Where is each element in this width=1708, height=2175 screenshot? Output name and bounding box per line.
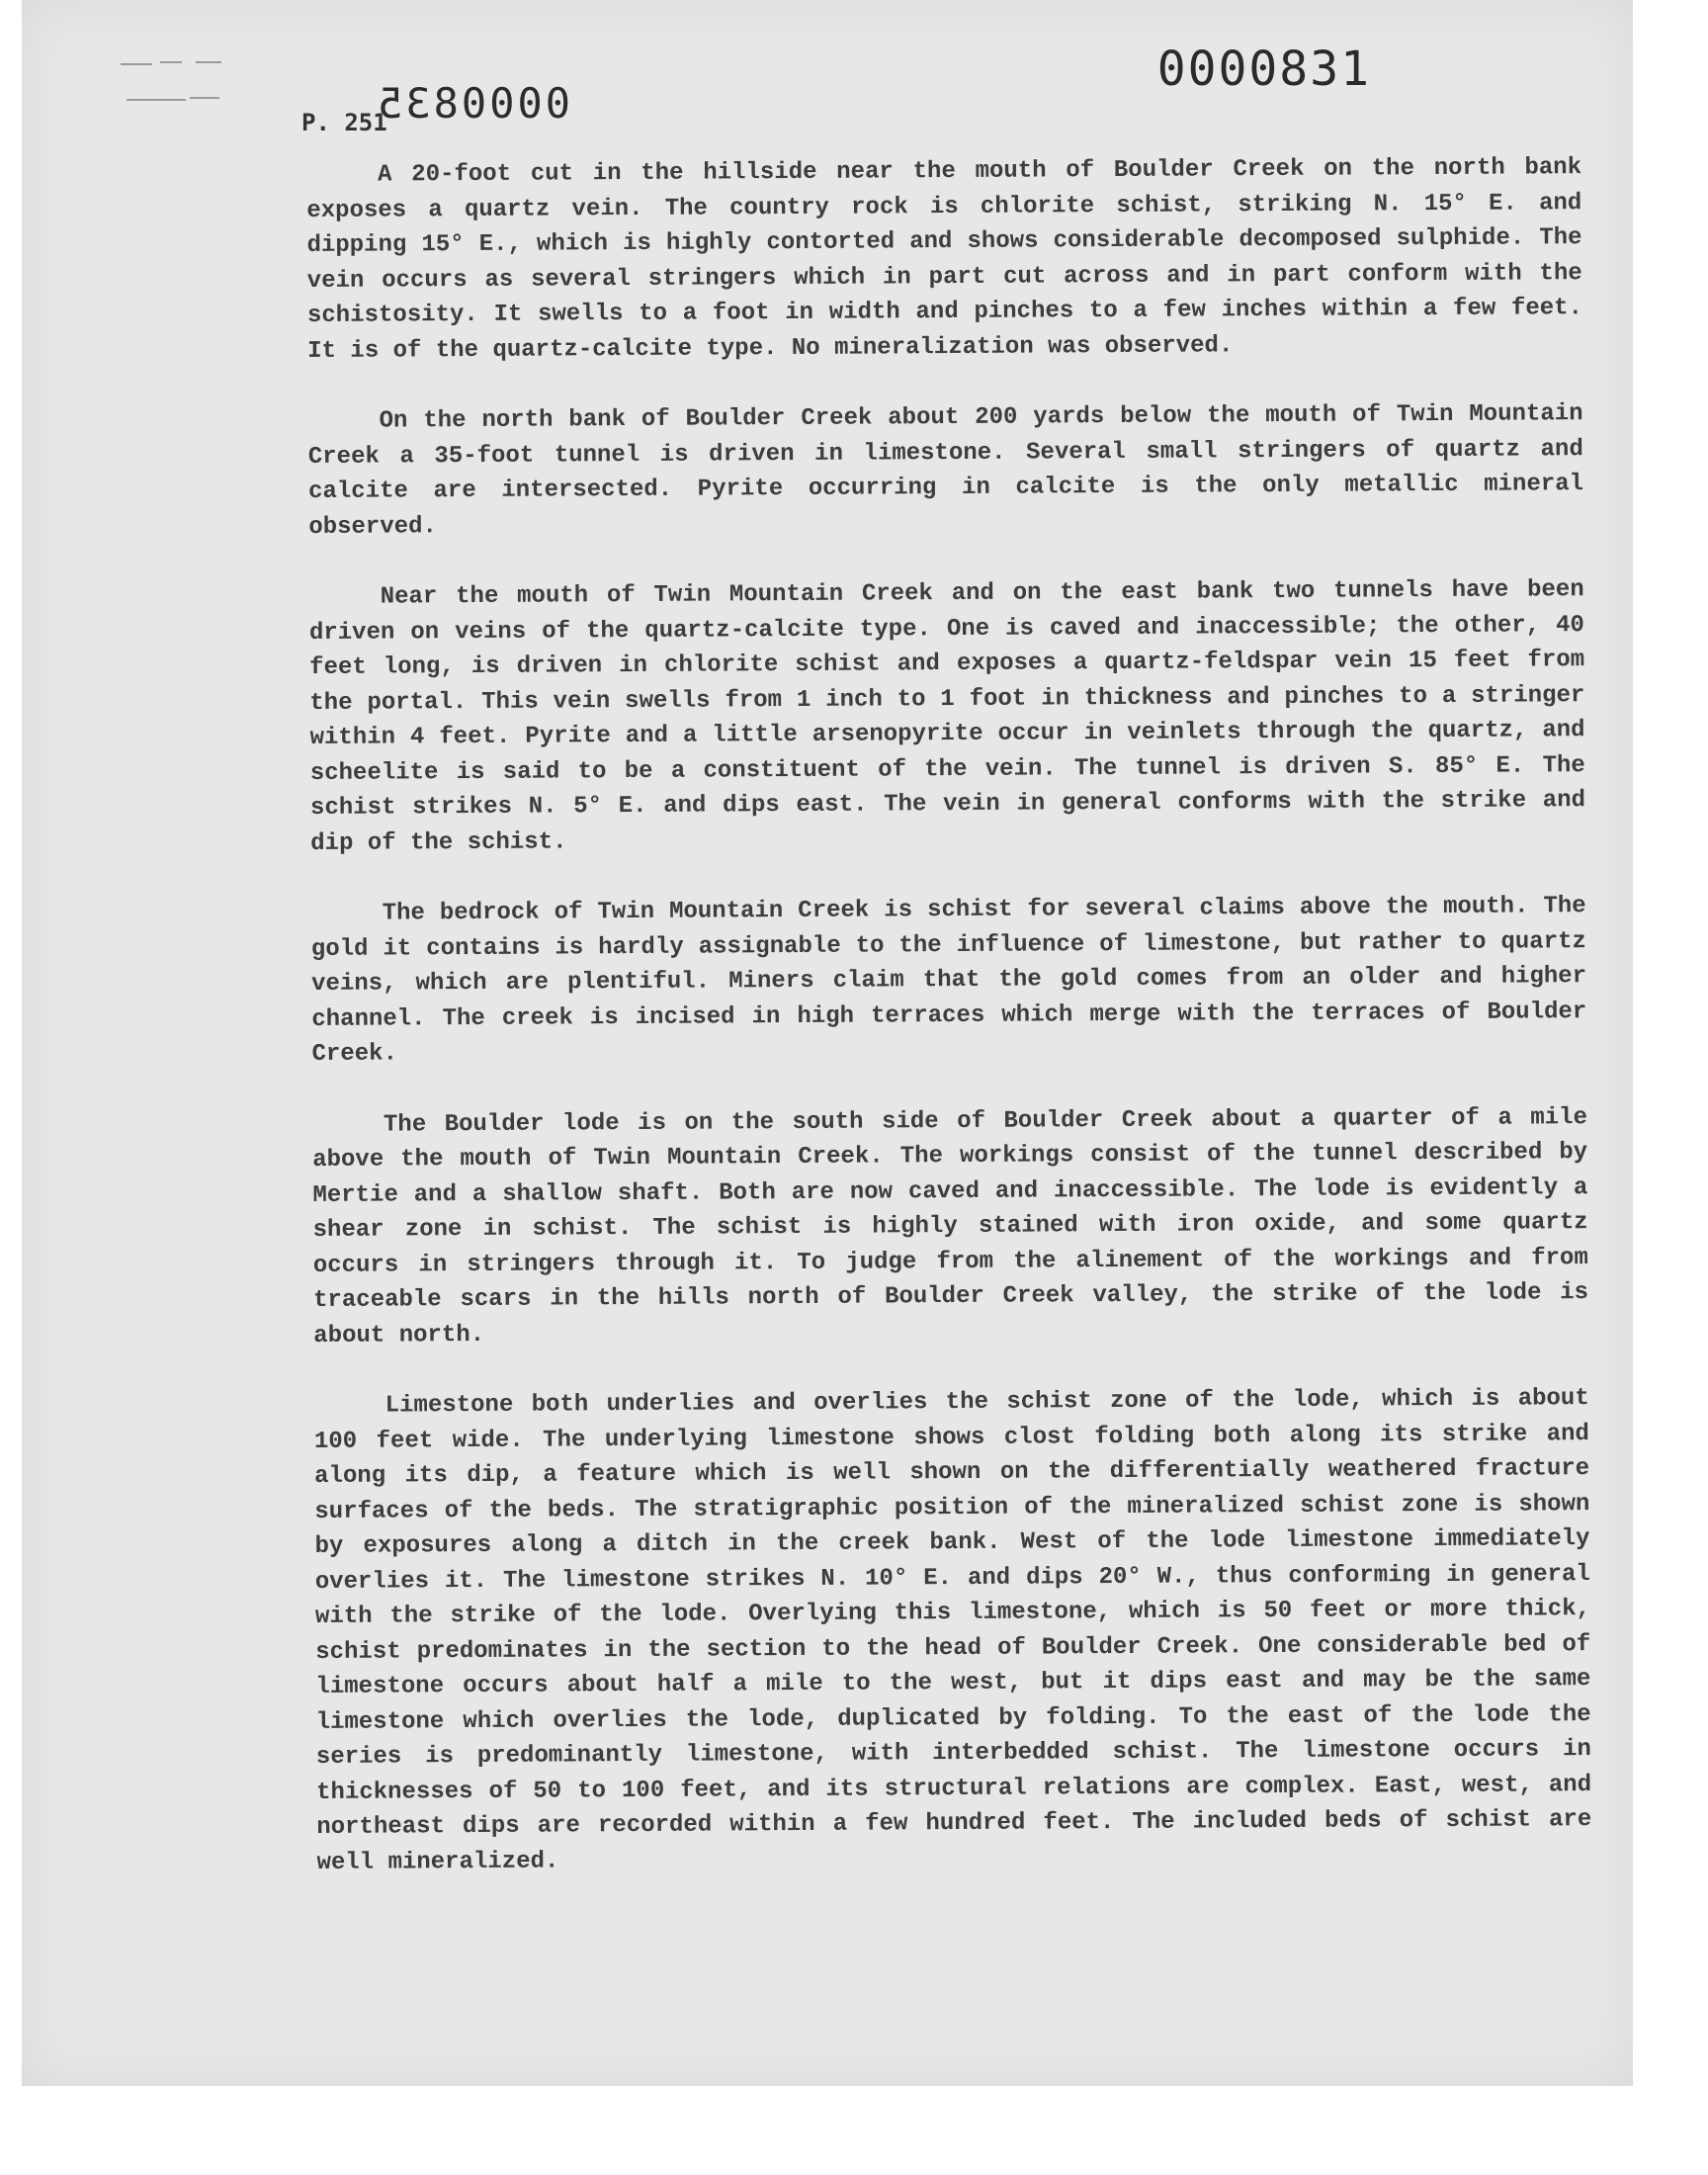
paragraph-bedrock-gold: The bedrock of Twin Mountain Creek is schist for several claims above the mouth. The gold it contains is hardly assignable to the influence of limestone, but rather to quartz veins, which are plentiful. Miners claim that the gold comes from an older and higher channel. The creek is incised in high terraces which merge with the terraces of Boulder Creek. [310,893,1587,1068]
paragraph-cut-quartz-vein: A 20-foot cut in the hillside near the mouth of Boulder Creek on the north bank exposes a quartz vein. The country rock is chlorite schist, striking N. 15° E. and dipping 15° E., which is highly contorted and shows considerable decomposed sulphide. The vein occurs as several stringers which in part cut across and in part conform with the schistosity. It swells to a foot in width and pinches to a few inches within a few feet. It is of the quartz-calcite type. No mineralization was observed. [306,154,1583,365]
paragraph-boulder-lode: The Boulder lode is on the south side of Boulder Creek about a quarter of a mile above the mouth of Twin Mountain Creek. The workings consist of the tunnel described by Mertie and a shallow shaft. Both are now caved and inaccessible. The lode is evidently a shear zone in schist. The schist is highly stained with iron oxide, and some quartz occurs in stringers through it. To judge from the alinement of the workings and from traceable scars in the hills north of Boulder Creek valley, the strike of the lode is about north. [312,1103,1589,1349]
paragraph-twin-mountain-tunnels: Near the mouth of Twin Mountain Creek and on the east bank two tunnels have been driven on veins of the quartz-calcite type. One is caved and inaccessible; the other, 40 feet long, is driven in chlorite schist and exposes a quartz-feldspar vein 15 feet from the portal. This vein swells from 1 inch to 1 foot in thickness and pinches to a stringer within 4 feet. Pyrite and a little arsenopyrite occur in veinlets through the quartz, and scheelite is said to be a constituent of the vein. The tunnel is driven S. 85° E. The schist strikes N. 5° E. and dips east. The vein in general conforms with the strike and dip of the schist. [308,576,1586,857]
paragraph-limestone-structure: Limestone both underlies and overlies the schist zone of the lode, which is about 100 feet wide. The underlying limestone shows clost folding both along its strike and along its dip, a feature which is well shown on the differentially weathered fracture surfaces of the beds. The stratigraphic position of the mineralized schist zone is shown by exposures along a ditch in the creek bank. West of the lode limestone immediately overlies it. The limestone strikes N. 10° E. and dips 20° W., thus conforming in general with the strike of the lode. Overlying this limestone, which is 50 feet or more thick, schist predominates in the section to the head of Boulder Creek. One considerable bed of limestone occurs about half a mile to the west, but it dips east and may be the same limestone which overlies the lode, duplicated by folding. To the east of the lode the series is predominantly limestone, with interbedded schist. The limestone occurs in thicknesses of 50 to 100 feet, and its structural relations are complex. East, west, and northeast dips are recorded within a few hundred feet. The included beds of schist are well mineralized. [313,1385,1592,1876]
document-number: 0000831 [1156,42,1371,97]
page-reference: P. 251 [301,109,387,136]
scan-artifact-marks [121,59,229,109]
paragraph-tunnel-limestone: On the north bank of Boulder Creek about 200 yards below the mouth of Twin Mountain Creek a 35-foot tunnel is driven in limestone. Several small stringers of quartz and calcite are intersected. Pyrite occurring in calcite is the only metallic mineral observed. [307,400,1584,541]
mirrored-stamp-number: 0000835 [375,79,571,128]
scanned-page [22,0,1633,2086]
document-body [306,150,1592,1916]
